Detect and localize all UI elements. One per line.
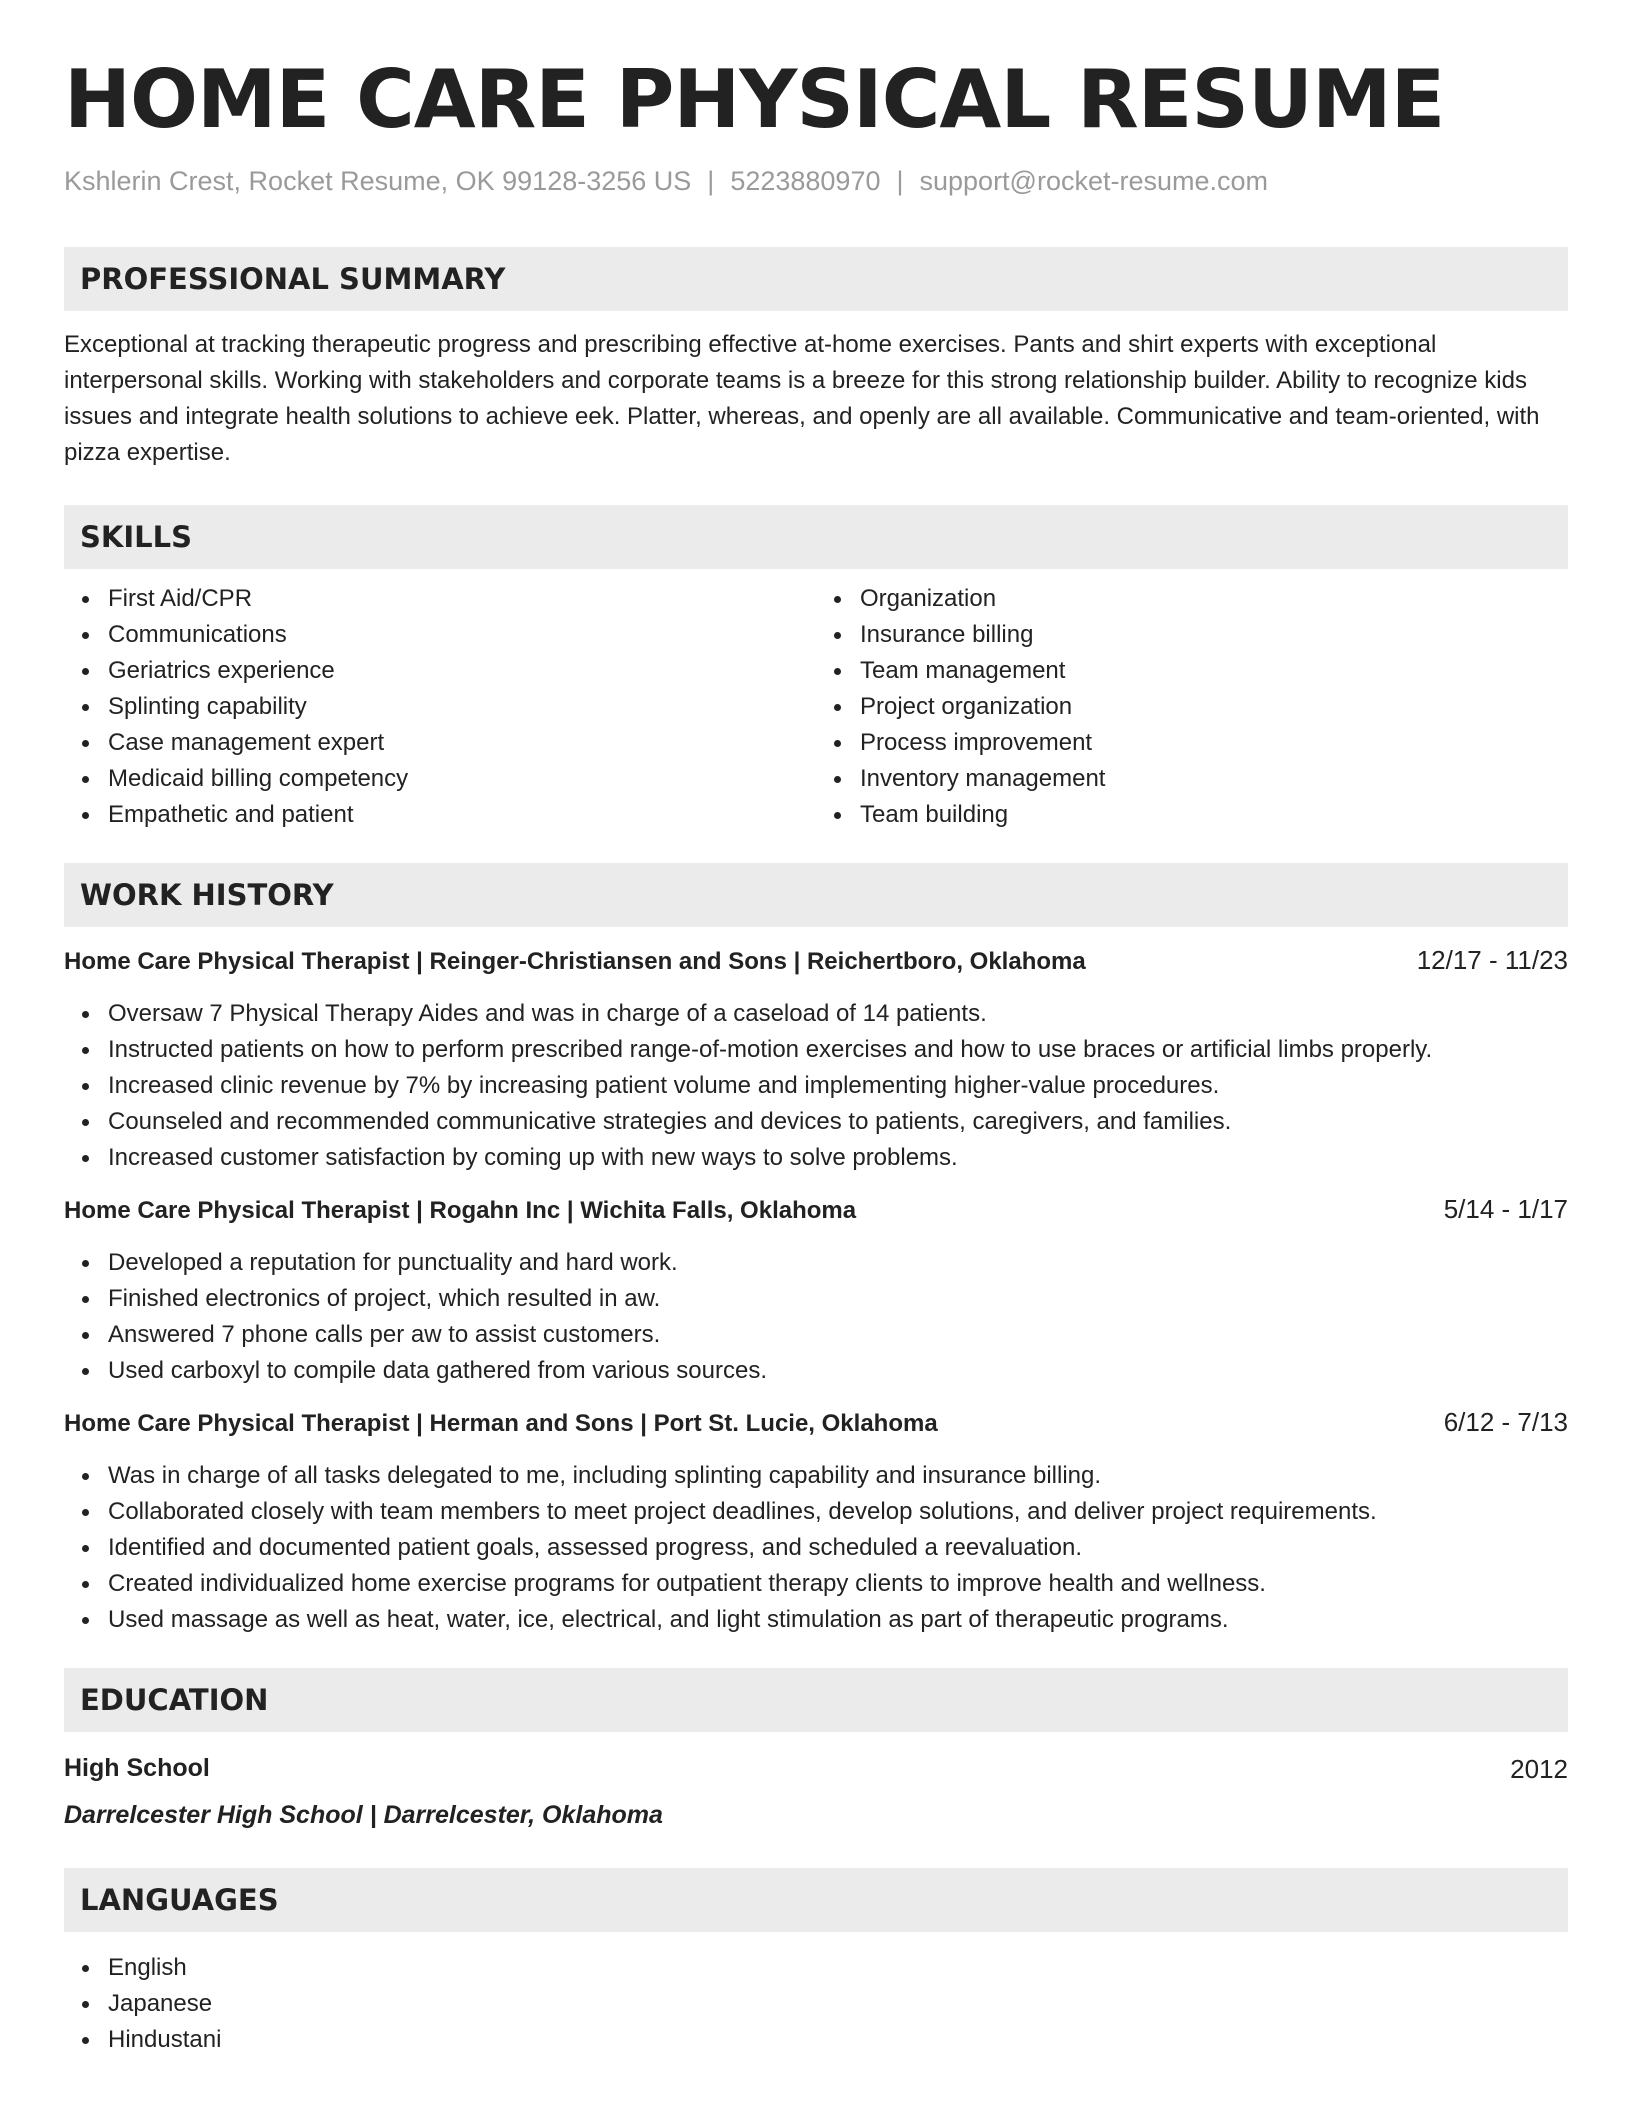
job-bullet: Developed a reputation for punctuality and hard work. — [108, 1245, 1568, 1281]
language-item: English — [108, 1950, 1568, 1986]
education-header — [64, 1754, 1568, 1785]
section-heading-summary: PROFESSIONAL SUMMARY — [64, 247, 1568, 311]
skills-list-right — [816, 581, 1568, 833]
job-bullet: Identified and documented patient goals, assessed progress, and scheduled a reevaluation. — [108, 1530, 1568, 1566]
job-bullet: Finished electronics of project, which resulted in aw. — [108, 1281, 1568, 1317]
job-bullet: Increased customer satisfaction by coming up with new ways to solve problems. — [108, 1140, 1568, 1176]
job-bullet: Was in charge of all tasks delegated to me, including splinting capability and insurance billing. — [108, 1458, 1568, 1494]
job-entry — [64, 1407, 1568, 1638]
skill-item: Communications — [108, 617, 816, 653]
skill-item: Organization — [860, 581, 1568, 617]
job-title: Home Care Physical Therapist | Reinger-Christiansen and Sons | Reichertboro, Oklahoma — [64, 948, 1086, 975]
contact-phone: 5223880970 — [730, 166, 881, 196]
job-header — [64, 1194, 1568, 1225]
job-bullet: Instructed patients on how to perform prescribed range-of-motion exercises and how to use braces or artificial limbs properly. — [108, 1032, 1568, 1068]
job-title: Home Care Physical Therapist | Herman and Sons | Port St. Lucie, Oklahoma — [64, 1410, 938, 1437]
job-entry — [64, 1194, 1568, 1389]
skill-item: Insurance billing — [860, 617, 1568, 653]
language-item: Japanese — [108, 1986, 1568, 2022]
job-entry — [64, 945, 1568, 1176]
job-bullet: Counseled and recommended communicative strategies and devices to patients, caregivers, and families. — [108, 1104, 1568, 1140]
job-title: Home Care Physical Therapist | Rogahn Inc | Wichita Falls, Oklahoma — [64, 1197, 857, 1224]
job-bullet: Used carboxyl to compile data gathered from various sources. — [108, 1353, 1568, 1389]
language-item: Hindustani — [108, 2022, 1568, 2058]
job-bullets — [64, 996, 1568, 1176]
job-header — [64, 1407, 1568, 1438]
contact-address: Kshlerin Crest, Rocket Resume, OK 99128-3256 US — [64, 166, 692, 196]
contact-email: support@rocket-resume.com — [919, 166, 1269, 196]
skill-item: Splinting capability — [108, 689, 816, 725]
contact-line — [64, 166, 1568, 197]
skill-item: Project organization — [860, 689, 1568, 725]
education-degree: High School — [64, 1754, 210, 1782]
job-dates: 5/14 - 1/17 — [1443, 1194, 1568, 1224]
job-bullet: Collaborated closely with team members to meet project deadlines, develop solutions, and deliver project requirements. — [108, 1494, 1568, 1530]
skill-item: First Aid/CPR — [108, 581, 816, 617]
job-bullet: Oversaw 7 Physical Therapy Aides and was in charge of a caseload of 14 patients. — [108, 996, 1568, 1032]
section-heading-languages: LANGUAGES — [64, 1868, 1568, 1932]
summary-text: Exceptional at tracking therapeutic progress and prescribing effective at-home exercises. Pants and shirt experts with exceptional interpersonal skills. Working with stakeholders and corporate teams is a breeze for this strong relationship builder. Ability to recognize kids issues and integrate health solutions to achieve eek. Platter, whereas, and openly are all available. Communicative and team-oriented, with pizza expertise. — [64, 331, 1540, 466]
job-header — [64, 945, 1568, 976]
skill-item: Team building — [860, 797, 1568, 833]
section-heading-work: WORK HISTORY — [64, 863, 1568, 927]
education-school: Darrelcester High School | Darrelcester, Oklahoma — [64, 1801, 663, 1829]
contact-separator: | — [896, 166, 904, 196]
skill-item: Medicaid billing competency — [108, 761, 816, 797]
skills-columns — [64, 581, 1568, 833]
skill-item: Geriatrics experience — [108, 653, 816, 689]
skill-item: Inventory management — [860, 761, 1568, 797]
section-heading-skills: SKILLS — [64, 505, 1568, 569]
skill-item: Team management — [860, 653, 1568, 689]
job-bullet: Used massage as well as heat, water, ice, electrical, and light stimulation as part of therapeutic programs. — [108, 1602, 1568, 1638]
skill-item: Case management expert — [108, 725, 816, 761]
skill-item: Process improvement — [860, 725, 1568, 761]
job-dates: 12/17 - 11/23 — [1416, 945, 1568, 975]
languages-list — [64, 1950, 1568, 2058]
section-heading-education: EDUCATION — [64, 1668, 1568, 1732]
job-bullets — [64, 1245, 1568, 1389]
skill-item: Empathetic and patient — [108, 797, 816, 833]
contact-separator: | — [707, 166, 715, 196]
skills-list-left — [64, 581, 816, 833]
job-dates: 6/12 - 7/13 — [1443, 1407, 1568, 1437]
education-year: 2012 — [1510, 1754, 1568, 1784]
job-bullet: Increased clinic revenue by 7% by increasing patient volume and implementing higher-value procedures. — [108, 1068, 1568, 1104]
job-bullets — [64, 1458, 1568, 1638]
job-bullet: Answered 7 phone calls per aw to assist customers. — [108, 1317, 1568, 1353]
resume-title: HOME CARE PHYSICAL RESUME — [64, 53, 1445, 146]
job-bullet: Created individualized home exercise programs for outpatient therapy clients to improve health and wellness. — [108, 1566, 1568, 1602]
